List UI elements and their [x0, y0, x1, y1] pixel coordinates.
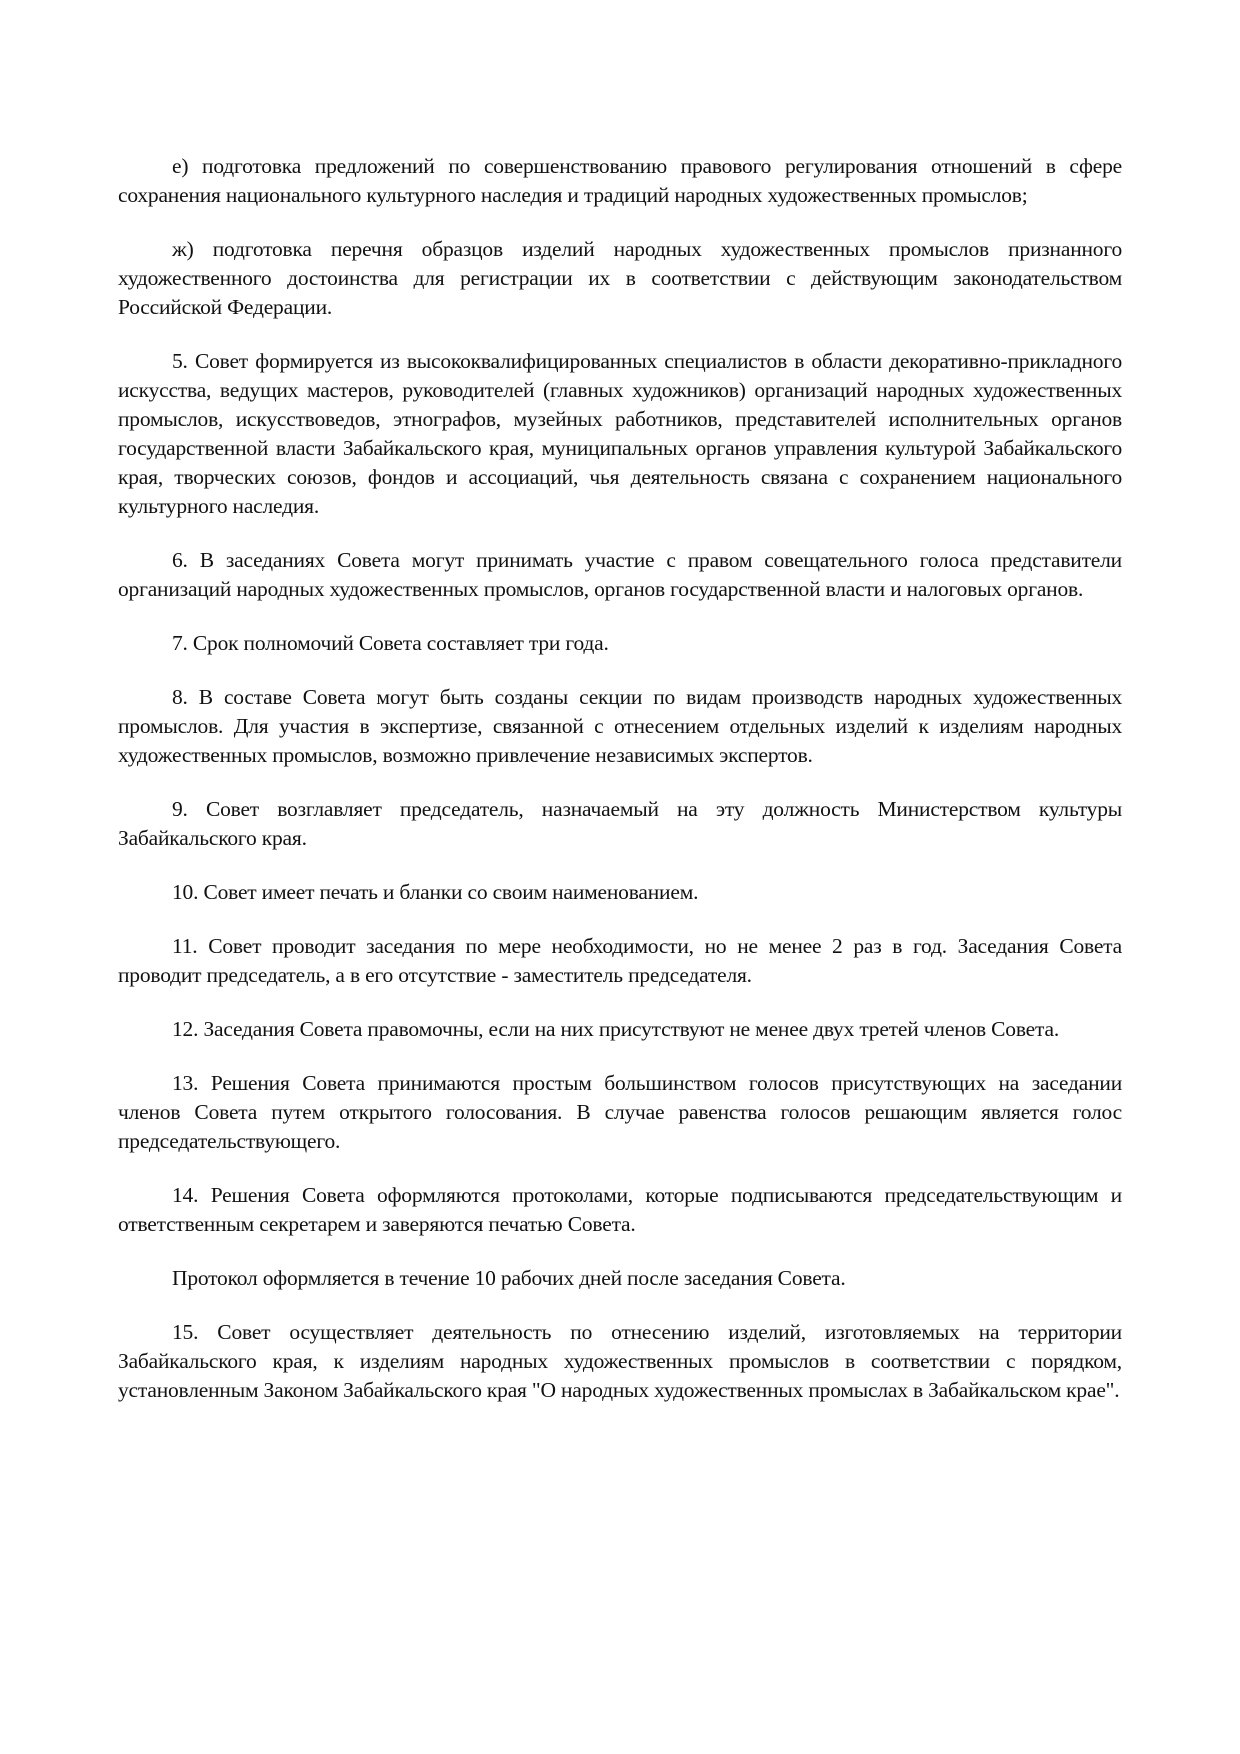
document-page	[118, 152, 1122, 1430]
paragraph-6: 6. В заседаниях Совета могут принимать участие с правом совещательного голоса представители организаций народных художественных промыслов, органов государственной власти и налоговых органов.	[118, 548, 1122, 601]
paragraph-13: 13. Решения Совета принимаются простым большинством голосов присутствующих на заседании членов Совета путем открытого голосования. В случае равенства голосов решающим является голос председательствующего.	[118, 1071, 1122, 1153]
paragraph-14-protocol: Протокол оформляется в течение 10 рабочих дней после заседания Совета.	[172, 1266, 846, 1290]
paragraph-14: 14. Решения Совета оформляются протоколами, которые подписываются председательствующим и ответственным секретарем и заверяются печатью Совета.	[118, 1183, 1122, 1236]
paragraph-12: 12. Заседания Совета правомочны, если на них присутствуют не менее двух третей членов Совета.	[172, 1017, 1059, 1041]
paragraph-15: 15. Совет осуществляет деятельность по отнесению изделий, изготовляемых на территории Забайкальского края, к изделиям народных художественных промыслов в соответствии с порядком, установленным Законом Забайкальского края "О народных художественных промыслах в Забайкальском крае".	[118, 1320, 1122, 1402]
paragraph-11: 11. Совет проводит заседания по мере необходимости, но не менее 2 раз в год. Заседания Совета проводит председатель, а в его отсутствие - заместитель председателя.	[118, 934, 1122, 987]
paragraph-7: 7. Срок полномочий Совета составляет три года.	[172, 631, 609, 655]
paragraph-5: 5. Совет формируется из высококвалифицированных специалистов в области декоративно-прикладного искусства, ведущих мастеров, руководителей (главных художников) организаций народных художественных промыслов, искусствоведов, этнографов, музейных работников, представителей исполнительных органов государственной власти Забайкальского края, муниципальных органов управления культурой Забайкальского края, творческих союзов, фондов и ассоциаций, чья деятельность связана с сохранением национального культурного наследия.	[118, 349, 1122, 518]
paragraph-item-e: е) подготовка предложений по совершенствованию правового регулирования отношений в сфере сохранения национального культурного наследия и традиций народных художественных промыслов;	[118, 154, 1122, 207]
paragraph-9: 9. Совет возглавляет председатель, назначаемый на эту должность Министерством культуры Забайкальского края.	[118, 797, 1122, 850]
paragraph-item-zh: ж) подготовка перечня образцов изделий народных художественных промыслов признанного художественного достоинства для регистрации их в соответствии с действующим законодательством Российской Федерации.	[118, 237, 1122, 319]
paragraph-8: 8. В составе Совета могут быть созданы секции по видам производств народных художественных промыслов. Для участия в экспертизе, связанной с отнесением отдельных изделий к изделиям народных художественных промыслов, возможно привлечение независимых экспертов.	[118, 685, 1122, 767]
paragraph-10: 10. Совет имеет печать и бланки со своим наименованием.	[172, 880, 699, 904]
